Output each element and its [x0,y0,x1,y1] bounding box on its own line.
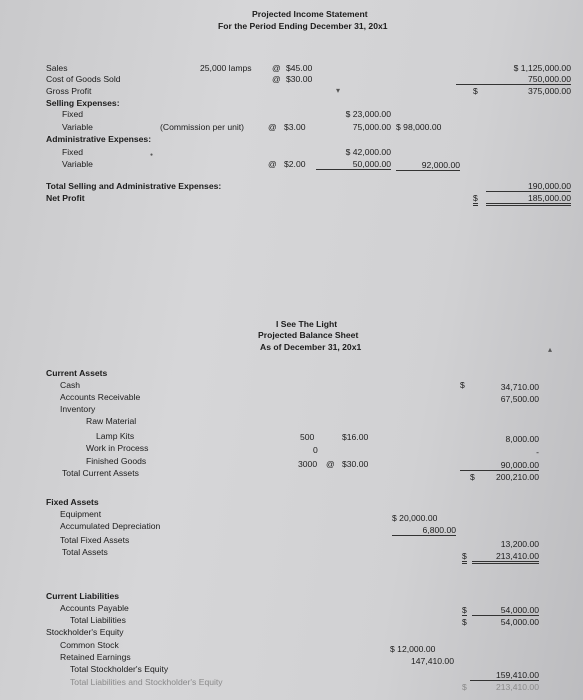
fixed-assets-label: Fixed Assets [46,497,99,507]
lamp-kits-qty: 500 [300,432,315,442]
ar-value: 67,500.00 [500,394,539,404]
inventory-label: Inventory [60,404,96,414]
total-liabilities-value: 54,000.00 [500,617,539,627]
selling-fixed-value: $ 23,000.00 [345,109,391,119]
admin-total-value: 92,000.00 [396,160,460,171]
accounts-payable-label: Accounts Payable [60,603,129,613]
cash-label: Cash [60,380,81,390]
cogs-value: 750,000.00 [456,74,571,85]
wip-qty: 0 [313,445,318,455]
total-assets-label: Total Assets [62,547,108,557]
wip-label: Work in Process [86,443,149,453]
balance-title: Projected Balance Sheet [258,330,359,340]
balance-company: I See The Light [276,319,338,329]
income-title: Projected Income Statement [252,9,368,19]
total-liabilities-equity-dollar: $ [462,682,467,692]
raw-material-label: Raw Material [86,416,137,426]
stray-mark: ▴ [548,345,553,354]
total-current-assets-label: Total Current Assets [62,468,139,478]
total-selling-admin-label: Total Selling and Administrative Expenses: [46,181,222,191]
net-profit-value: 185,000.00 [486,193,571,206]
equipment-value: $ 20,000.00 [392,513,438,523]
accounts-payable-dollar: $ [462,605,467,615]
total-fixed-assets-label: Total Fixed Assets [60,535,130,545]
income-period: For the Period Ending December 31, 20x1 [218,21,388,31]
equipment-label: Equipment [60,509,102,519]
admin-variable-label: Variable [62,159,93,169]
commission-label: (Commission per unit) [160,122,245,132]
balance-date: As of December 31, 20x1 [260,342,362,352]
retained-earnings-value: 147,410.00 [410,656,454,666]
selling-fixed-label: Fixed [62,109,84,119]
total-liabilities-equity-label: Total Liabilities and Stockholder's Equity [70,677,223,687]
finished-goods-at: @ [326,459,335,469]
admin-rate: $2.00 [284,159,306,169]
admin-fixed-label: Fixed [62,147,84,157]
total-liabilities-dollar: $ [462,617,467,627]
gross-profit-value: 375,000.00 [527,86,571,96]
stockholders-equity-label: Stockholder's Equity [46,627,124,637]
total-assets-dollar: $ [462,551,467,564]
selling-expenses-label: Selling Expenses: [46,98,120,108]
finished-goods-value: 90,000.00 [460,460,539,471]
cogs-price: $30.00 [286,74,313,84]
admin-at: @ [268,159,277,169]
total-stockholders-equity-value: 159,410.00 [470,670,539,681]
finished-goods-qty: 3000 [298,459,318,469]
admin-fixed-value: $ 42,000.00 [345,147,391,157]
sales-price: $45.00 [286,63,313,73]
accumulated-depreciation-value: 6,800.00 [392,525,456,536]
retained-earnings-label: Retained Earnings [60,652,131,662]
lamp-kits-label: Lamp Kits [96,431,135,441]
total-liabilities-equity-value: 213,410.00 [495,682,539,692]
total-fixed-assets-value: 13,200.00 [500,539,539,549]
total-selling-admin-value: 190,000.00 [486,181,571,192]
total-current-assets-dollar: $ [470,472,475,482]
cash-value: 34,710.00 [500,382,539,392]
total-current-assets-value: 200,210.00 [495,472,539,482]
finished-goods-label: Finished Goods [86,456,147,466]
sales-at: @ [272,63,281,73]
common-stock-value: $ 12,000.00 [390,644,436,654]
stray-mark: ● [150,152,154,158]
wip-value: - [536,447,539,457]
admin-variable-value: 50,000.00 [316,159,391,170]
gross-profit-dollar: $ [473,86,478,96]
current-assets-label: Current Assets [46,368,108,378]
selling-total-value: $ 98,000.00 [396,122,442,132]
net-profit-label: Net Profit [46,193,85,203]
cogs-label: Cost of Goods Sold [46,74,121,84]
total-stockholders-equity-label: Total Stockholder's Equity [70,664,169,674]
commission-rate: $3.00 [284,122,306,132]
current-liabilities-label: Current Liabilities [46,591,120,601]
sales-value: $ 1,125,000.00 [513,63,571,73]
commission-at: @ [268,122,277,132]
cash-dollar: $ [460,380,465,390]
selling-variable-label: Variable [62,122,93,132]
lamp-kits-unit-price: $16.00 [342,432,369,442]
stray-mark: ▾ [336,86,341,95]
lamp-kits-value: 8,000.00 [505,434,539,444]
net-profit-dollar: $ [473,193,478,206]
accounts-payable-value: 54,000.00 [472,605,539,616]
sales-qty: 25,000 lamps [200,63,252,73]
cogs-at: @ [272,74,281,84]
total-liabilities-label: Total Liabilities [70,615,126,625]
gross-profit-label: Gross Profit [46,86,92,96]
total-assets-value: 213,410.00 [472,551,539,564]
common-stock-label: Common Stock [60,640,119,650]
finished-goods-price: $30.00 [342,459,369,469]
accumulated-depreciation-label: Accumulated Depreciation [60,521,161,531]
selling-variable-value: 75,000.00 [352,122,391,132]
admin-expenses-label: Administrative Expenses: [46,134,152,144]
sales-label: Sales [46,63,68,73]
ar-label: Accounts Receivable [60,392,141,402]
